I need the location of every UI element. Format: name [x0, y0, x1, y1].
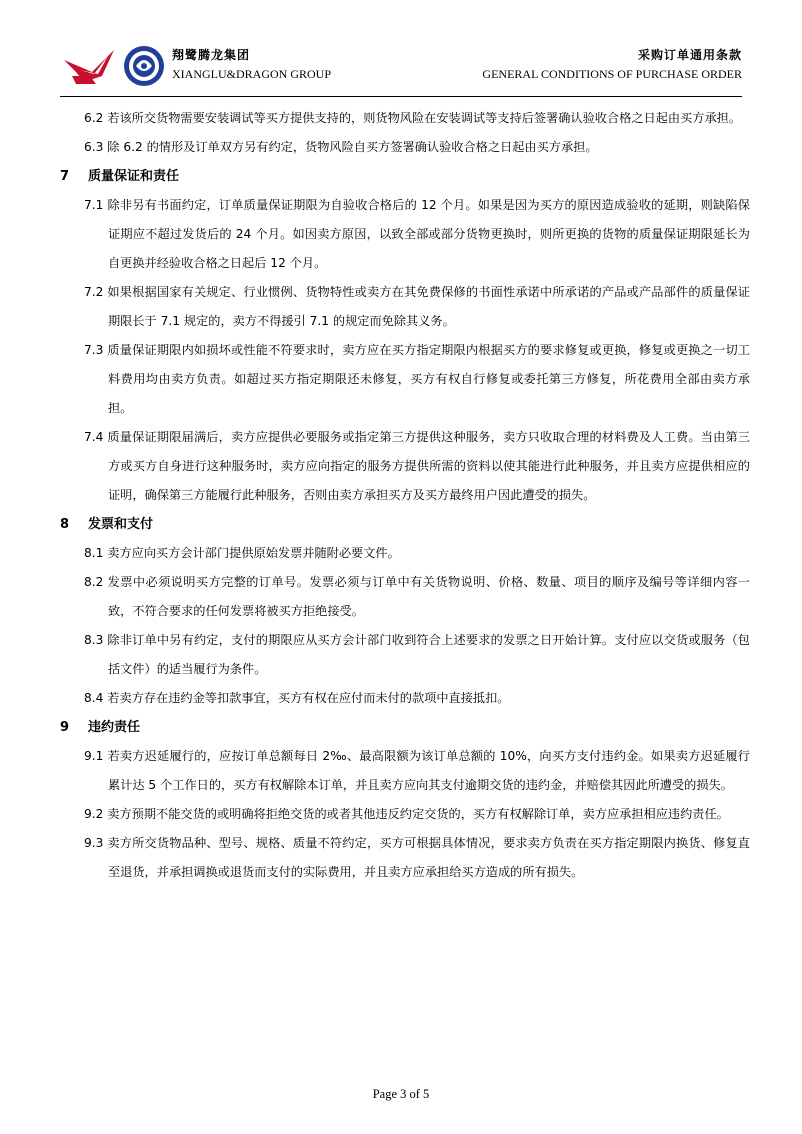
section-8-heading	[60, 510, 750, 539]
document-body	[60, 104, 750, 887]
clause-8-3: 8.3 除非订单中另有约定，支付的期限应从买方会计部门收到符合上述要求的发票之日开始计算。支付应以交货或服务（包括文件）的适当履行为条件。	[84, 633, 750, 676]
clause-8-4: 8.4 若卖方存在违约金等扣款事宜，买方有权在应付而未付的款项中直接抵扣。	[84, 691, 510, 705]
clause-6-2: 6.2 若该所交货物需要安装调试等买方提供支持的，则货物风险在安装调试等支持后签署确认验收合格之日起由买方承担。	[84, 111, 742, 125]
section-7-heading	[60, 162, 750, 191]
page-header	[60, 40, 742, 96]
group-name-cn: 翔鹭腾龙集团	[172, 48, 251, 62]
section-number: 9	[60, 720, 70, 735]
doc-title-en: GENERAL CONDITIONS OF PURCHASE ORDER	[482, 67, 742, 81]
section-number: 8	[60, 517, 70, 532]
group-name-en: XIANGLU&DRAGON GROUP	[172, 67, 331, 81]
section-9-heading	[60, 713, 750, 742]
clause-7-2: 7.2 如果根据国家有关规定、行业惯例、货物特性或卖方在其免费保修的书面性承诺中所承诺的产品或产品部件的质量保证期限长于 7.1 规定的，卖方不得援引 7.1 的规定而免除其义务。	[84, 285, 750, 328]
clause-8-1: 8.1 卖方应向买方会计部门提供原始发票并随附必要文件。	[84, 546, 400, 560]
section-title: 违约责任	[88, 720, 141, 735]
clause-7-4: 7.4 质量保证期限届满后，卖方应提供必要服务或指定第三方提供这种服务，卖方只收取合理的材料费及人工费。当由第三方或买方自身进行这种服务时，卖方应向指定的服务方提供所需的资料以使其能进行此种服务，并且卖方应提供相应的证明，确保第三方能履行此种服务，否则由卖方承担买方及买方最终用户因此遭受的损失。	[84, 430, 750, 502]
clause-9-2: 9.2 卖方预期不能交货的或明确将拒绝交货的或者其他违反约定交货的，买方有权解除订单，卖方应承担相应违约责任。	[84, 807, 729, 821]
section-title: 发票和支付	[88, 517, 154, 532]
clause-8-2: 8.2 发票中必须说明买方完整的订单号。发票必须与订单中有关货物说明、价格、数量、项目的顺序及编号等详细内容一致，不符合要求的任何发票将被买方拒绝接受。	[84, 575, 750, 618]
dragon-group-emblem-icon	[122, 44, 166, 88]
xianglu-bird-logo-icon	[62, 46, 116, 86]
clause-9-3: 9.3 卖方所交货物品种、型号、规格、质量不符约定，买方可根据具体情况，要求卖方负责在买方指定期限内换货、修复直至退货，并承担调换或退货而支付的实际费用，并且卖方应承担给买方造成的所有损失。	[84, 836, 750, 879]
clause-7-3: 7.3 质量保证期限内如损坏或性能不符要求时，卖方应在买方指定期限内根据买方的要求修复或更换，修复或更换之一切工料费用均由卖方负责。如超过买方指定期限还未修复，买方有权自行修复或委托第三方修复，所花费用全部由卖方承担。	[84, 343, 750, 415]
clause-7-1: 7.1 除非另有书面约定，订单质量保证期限为自验收合格后的 12 个月。如果是因为买方的原因造成验收的延期，则缺陷保证期应不超过发货后的 24 个月。如因卖方原因，以致全部或部分货物更换时，则所更换的货物的质量保证期限延长为自更换并经验收合格之日起后 12 个月。	[84, 198, 750, 270]
header-divider	[60, 96, 742, 97]
clause-9-1: 9.1 若卖方迟延履行的，应按订单总额每日 2‰、最高限额为该订单总额的 10%，向买方支付违约金。如果卖方迟延履行累计达 5 个工作日的，买方有权解除本订单，并且卖方应向其支付逾期交货的违约金，并赔偿其因此所遭受的损失。	[84, 749, 750, 792]
clause-6-3: 6.3 除 6.2 的情形及订单双方另有约定，货物风险自买方签署确认验收合格之日起由买方承担。	[84, 140, 598, 154]
section-title: 质量保证和责任	[88, 169, 180, 184]
section-number: 7	[60, 169, 70, 184]
page-number: Page 3 of 5	[372, 1087, 430, 1101]
doc-title-cn: 采购订单通用条款	[637, 48, 742, 62]
